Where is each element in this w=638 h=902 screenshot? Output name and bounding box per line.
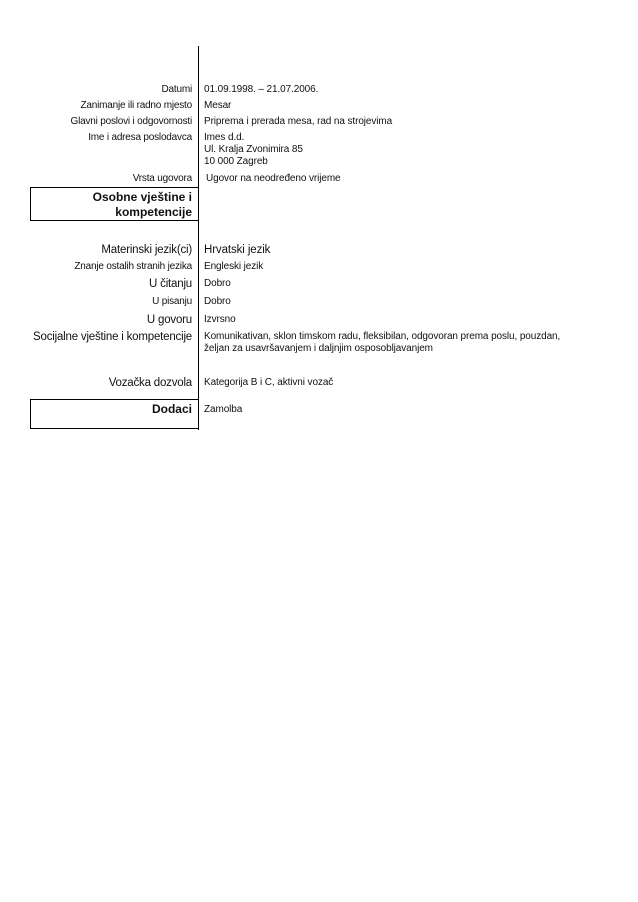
label-employer: Ime i adresa poslodavca	[88, 132, 192, 143]
value-reading: Dobro	[204, 278, 231, 289]
value-writing: Dobro	[204, 296, 231, 307]
value-driving-licence: Kategorija B i C, aktivni vozač	[204, 377, 334, 388]
section-title-annexes: Dodaci	[151, 402, 192, 416]
employer-city: 10 000 Zagreb	[204, 156, 268, 167]
value-other-languages: Engleski jezik	[204, 261, 264, 272]
value-social-skills: Komunikativan, sklon timskom radu, fleksibilan, odgovoran prema poslu, pouzdan, željan za usavršavanjem i daljnjim osposobljavanjem	[204, 331, 561, 354]
label-mother-tongue: Materinski jezik(ci)	[101, 244, 192, 256]
label-occupation: Zanimanje ili radno mjesto	[80, 100, 192, 111]
label-social-skills: Socijalne vještine i kompetencije	[33, 331, 192, 343]
value-mother-tongue: Hrvatski jezik	[204, 244, 271, 256]
employer-name: Imes d.d.	[204, 132, 245, 143]
value-occupation: Mesar	[204, 100, 232, 111]
value-contract-type: Ugovor na neodređeno vrijeme	[206, 173, 341, 184]
column-divider	[198, 46, 199, 430]
section-title-skills-line1: Osobne vještine i	[92, 190, 192, 204]
section-box-annexes	[30, 399, 198, 429]
value-main-duties: Priprema i prerada mesa, rad na strojevima	[204, 116, 393, 127]
label-driving-licence: Vozačka dozvola	[108, 377, 192, 389]
value-annexes: Zamolba	[204, 404, 243, 415]
label-dates: Datumi	[161, 84, 192, 95]
label-main-duties: Glavni poslovi i odgovornosti	[70, 116, 192, 127]
section-box-skills	[30, 187, 198, 221]
value-dates: 01.09.1998. – 21.07.2006.	[204, 84, 319, 95]
label-writing: U pisanju	[152, 296, 192, 307]
section-title-skills-line2: kompetencije	[115, 205, 192, 219]
label-reading: U čitanju	[149, 278, 192, 290]
employer-street: Ul. Kralja Zvonimira 85	[204, 144, 303, 155]
label-speaking: U govoru	[146, 314, 192, 326]
label-contract-type: Vrsta ugovora	[132, 173, 192, 184]
value-speaking: Izvrsno	[204, 314, 236, 325]
label-other-languages: Znanje ostalih stranih jezika	[74, 261, 192, 272]
